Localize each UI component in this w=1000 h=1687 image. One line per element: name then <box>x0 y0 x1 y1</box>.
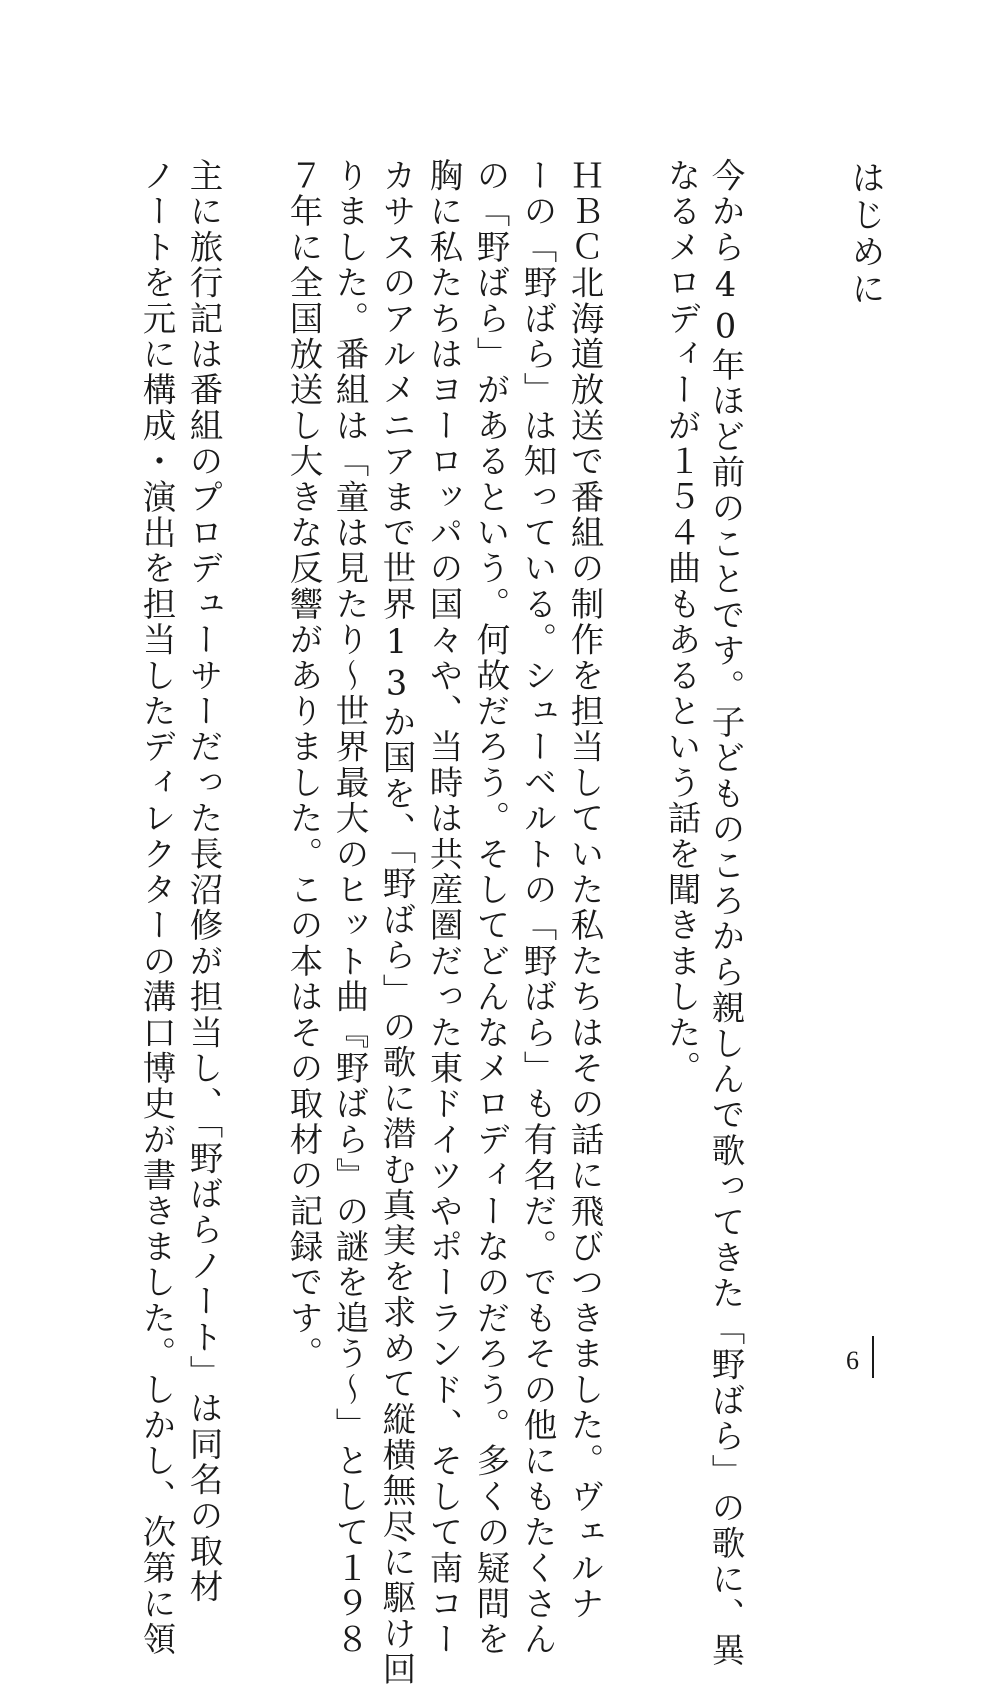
text-line-11: ノートを元に構成・演出を担当したディレクターの溝口博史が書きました。しかし、次第に領 <box>137 158 176 1658</box>
page-heading: はじめに <box>845 160 885 308</box>
text-line-9: ７年に全国放送し大きな反響がありました。この本はその取材の記録です。 <box>284 158 323 1372</box>
text-line-7: カサスのアルメニアまで世界13か国を、「野ばら」の歌に潜む真実を求めて縦横無尽に駆け回 <box>377 158 416 1687</box>
text-line-2: なるメロディーが１５４曲もあるという話を聞きました。 <box>662 158 701 1087</box>
text-line-10: 主に旅行記は番組のプロデューサーだった長沼修が担当し、「野ばらノート」は同名の取材 <box>184 158 223 1605</box>
text-line-1: 今から40年ほど前のことです。子どものころから親しんで歌ってきた「野ばら」の歌に、異 <box>706 158 745 1669</box>
text-line-8: りました。番組は「童は見たり〜世界最大のヒット曲『野ばら』の謎を追う〜」として１９８ <box>330 158 369 1658</box>
text-line-3: ＨＢＣ北海道放送で番組の制作を担当していた私たちはその話に飛びつきました。ヴェルナ <box>565 158 604 1622</box>
text-line-5: の「野ばら」があるという。何故だろう。そしてどんなメロディーなのだろう。多くの疑問を <box>471 158 510 1658</box>
text-line-6: 胸に私たちはヨーロッパの国々や、当時は共産圏だった東ドイツやポーランド、そして南コー <box>424 158 463 1658</box>
page-number: 6 <box>846 1346 859 1375</box>
page-number-rule <box>872 1336 874 1378</box>
text-line-4: ーの「野ばら」は知っている。シューベルトの「野ばら」も有名だ。でもその他にもたくさん <box>518 158 557 1658</box>
